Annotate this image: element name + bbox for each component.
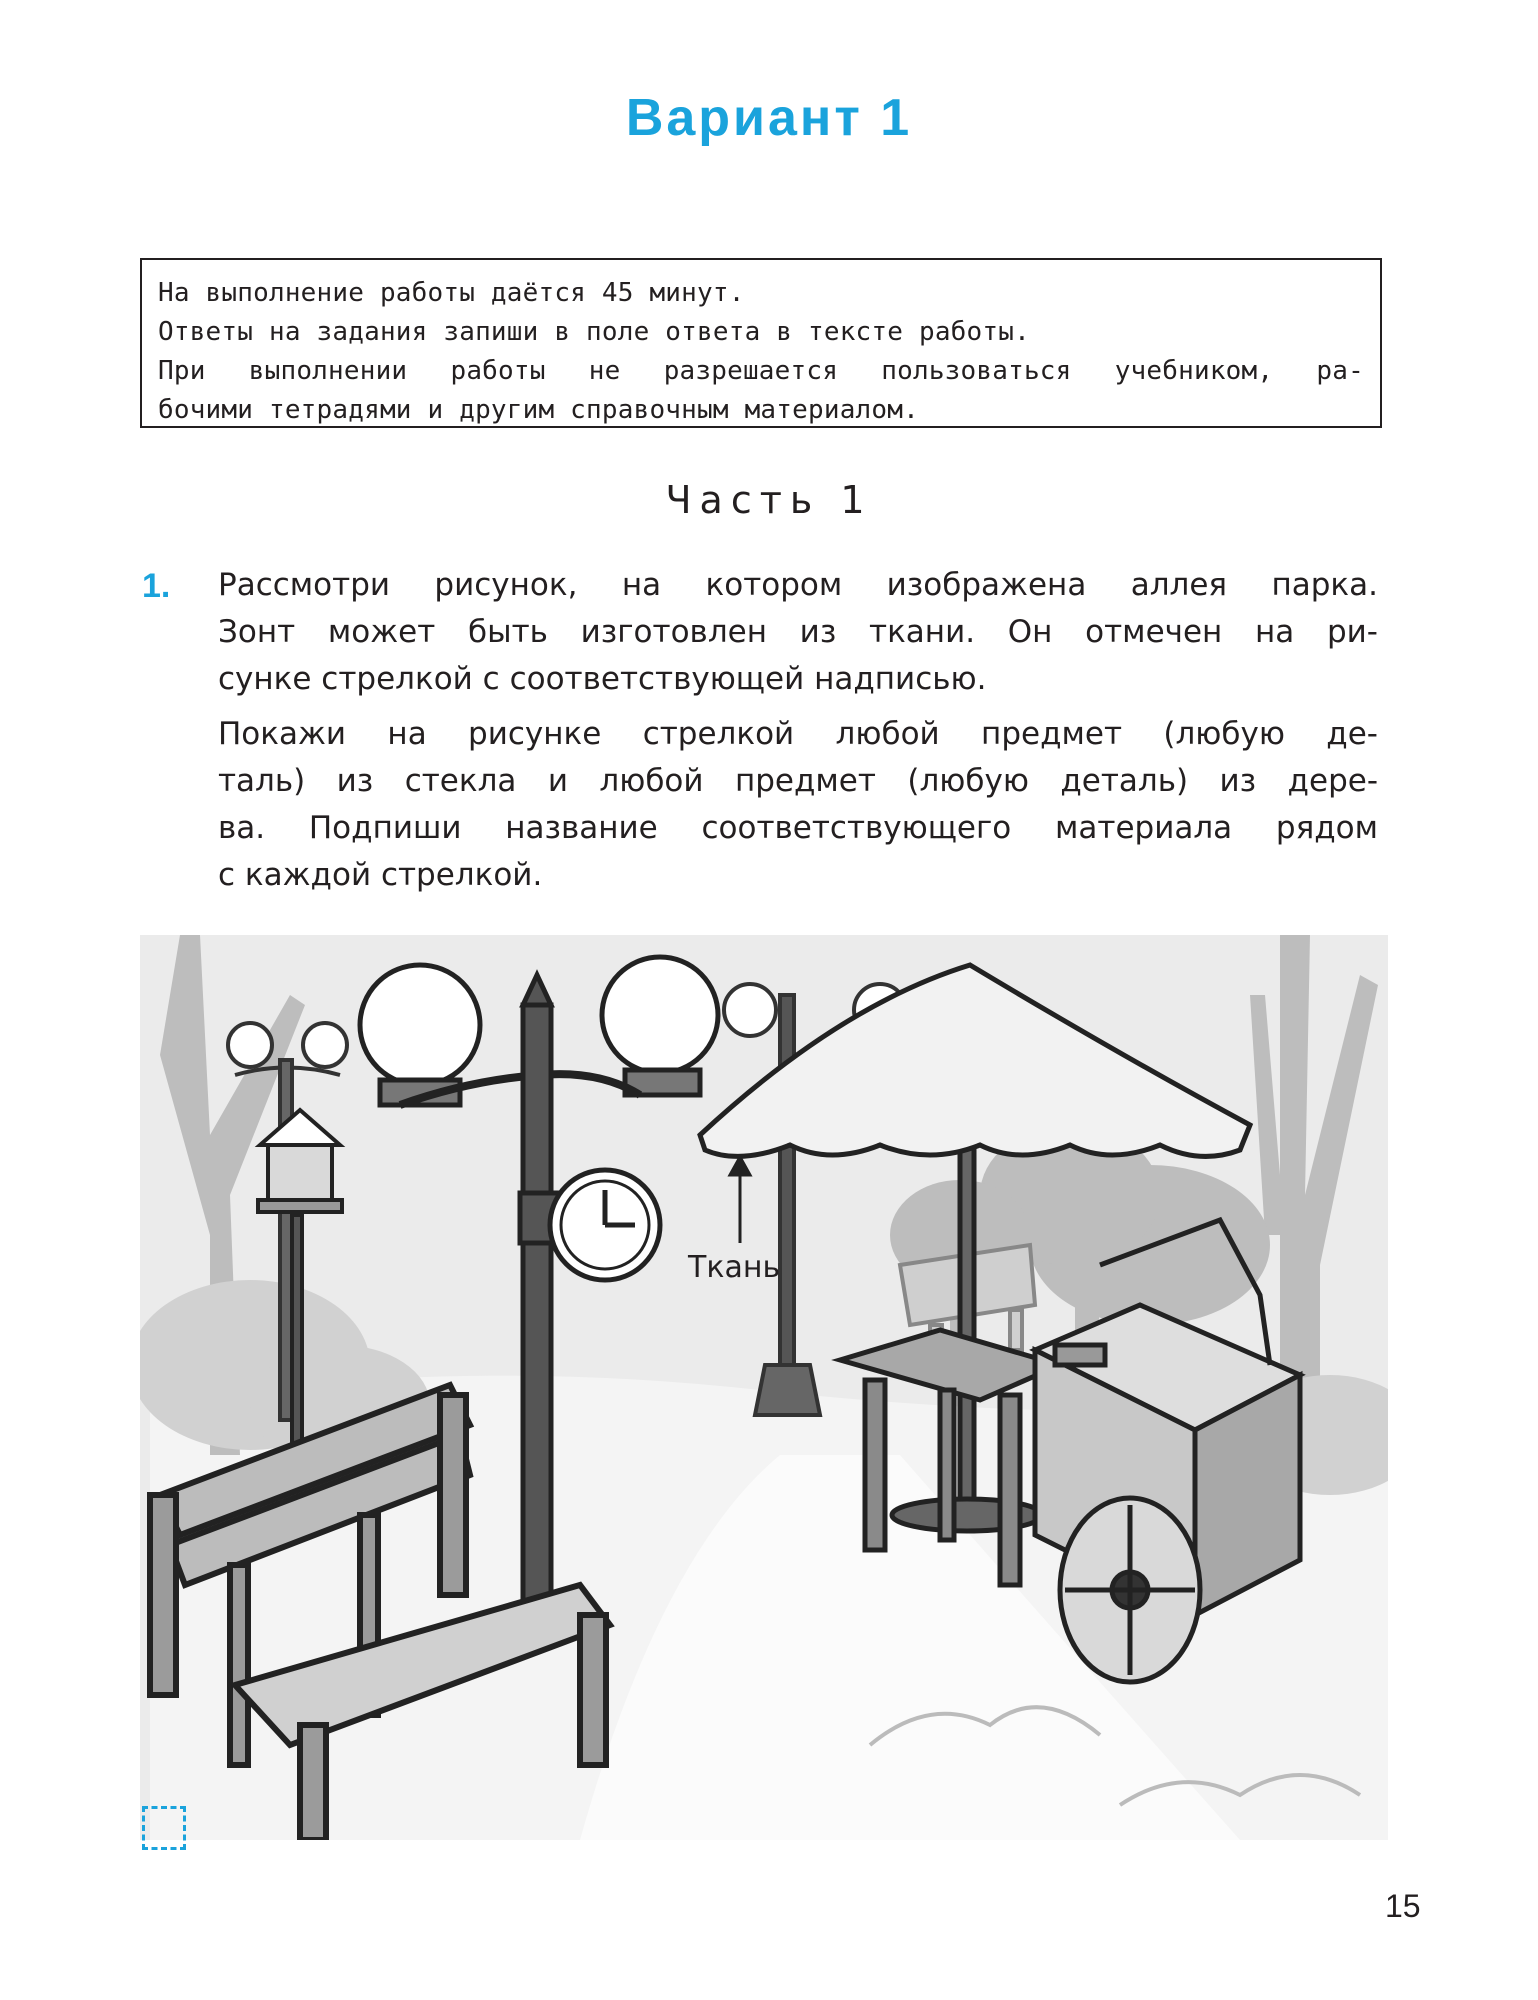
fabric-label: Ткань	[688, 1250, 781, 1285]
instruction-line: бочими тетрадями и другим справочным материалом.	[158, 395, 919, 425]
task-line: Рассмотри рисунок, на котором изображена аллея парка.	[218, 567, 1378, 603]
page-title: Вариант 1	[625, 89, 913, 147]
page-number: 15	[1385, 1888, 1421, 1924]
park-illustration	[140, 935, 1388, 1840]
answer-marker-box	[142, 1806, 186, 1850]
instruction-line: Ответы на задания запиши в поле ответа в тексте работы.	[158, 317, 1030, 347]
instruction-line: При выполнении работы не разрешается пользоваться учебником, ра-	[158, 356, 1364, 386]
task-text	[218, 562, 1378, 907]
task-line: Покажи на рисунке стрелкой любой предмет (любую де-	[218, 716, 1378, 752]
task-line: сунке стрелкой с соответствующей надписью.	[218, 661, 987, 697]
task-line: таль) из стекла и любой предмет (любую деталь) из дере-	[218, 763, 1378, 799]
task-line: ва. Подпиши название соответствующего материала рядом	[218, 810, 1378, 846]
task-paragraph-1	[218, 562, 1378, 703]
task-number: 1.	[142, 567, 171, 605]
instructions-box	[140, 258, 1382, 428]
task-line: с каждой стрелкой.	[218, 857, 543, 893]
task-line: Зонт может быть изготовлен из ткани. Он отмечен на ри-	[218, 614, 1378, 650]
task-paragraph-2	[218, 711, 1378, 899]
instruction-line: На выполнение работы даётся 45 минут.	[158, 278, 745, 308]
part-heading: Часть 1	[665, 478, 873, 522]
